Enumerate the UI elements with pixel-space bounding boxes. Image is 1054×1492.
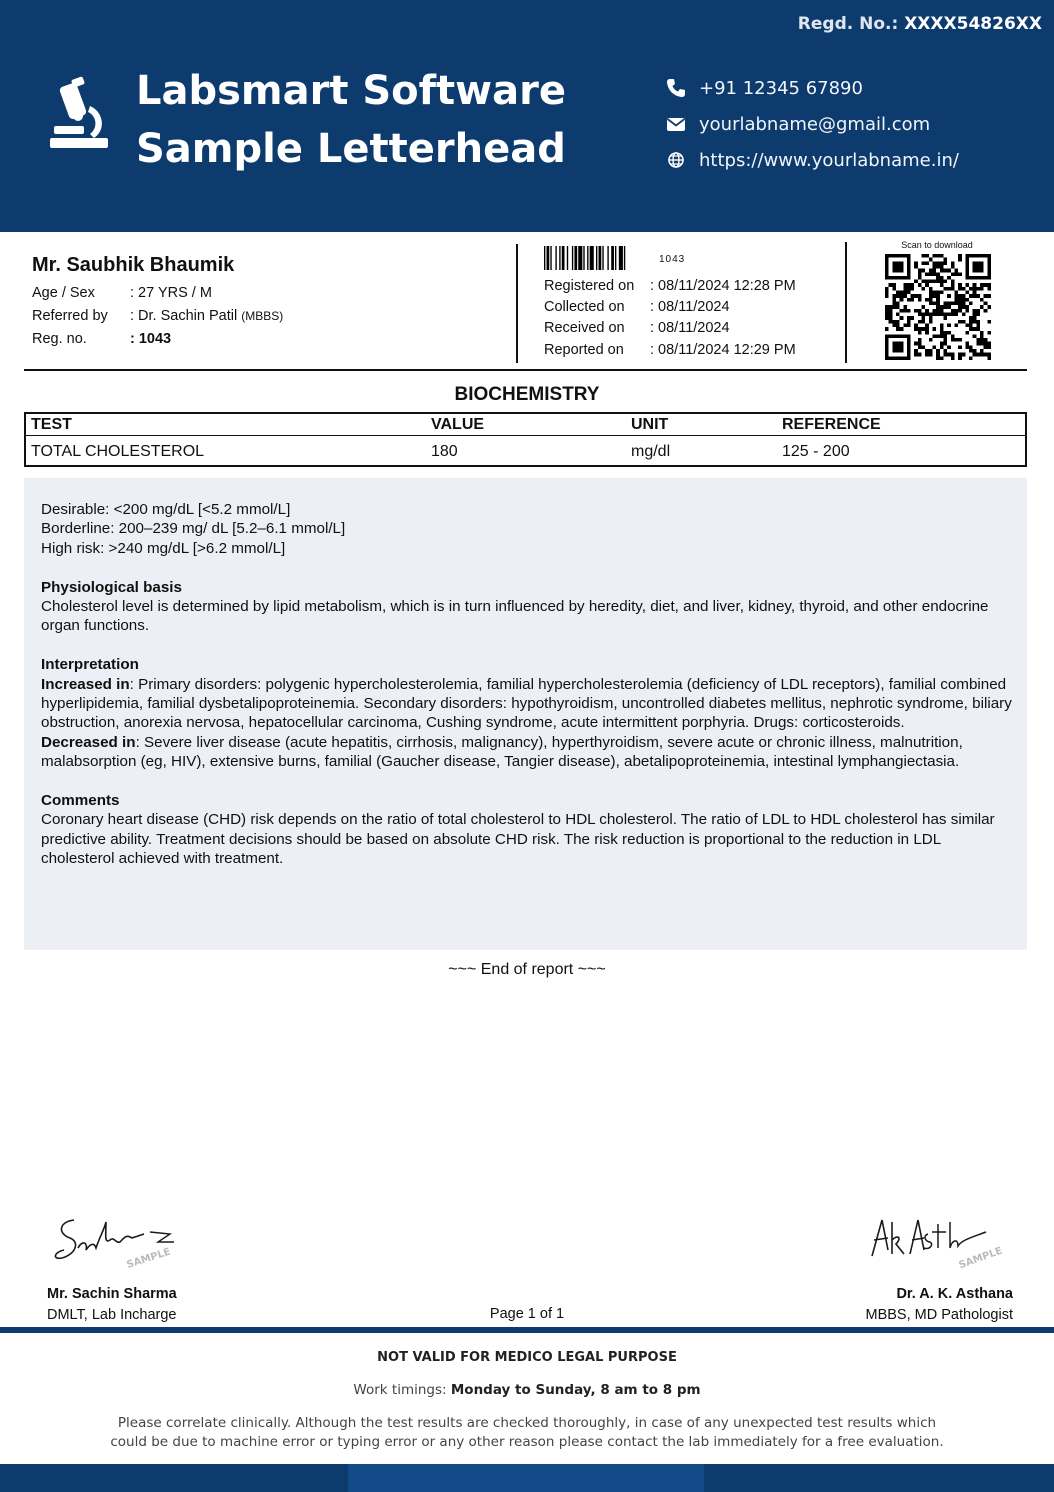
divider-vertical-2 <box>845 242 847 363</box>
col-test: TEST <box>31 416 72 433</box>
test-value: 180 <box>431 443 458 460</box>
interp-title: Interpretation <box>41 656 139 674</box>
microscope-icon <box>50 76 108 150</box>
divider-vertical <box>516 244 518 363</box>
svg-text:SAMPLE: SAMPLE <box>957 1245 1004 1272</box>
comments-text: Coronary heart disease (CHD) risk depends on the ratio of total cholesterol to HDL cholesterol. The ratio of LDL to HDL cholesterol has similar predictive ability. Treatment decisions should be based on absolute CHD risk. The risk reduction is proportional to the reduction in LDL cholesterol achieved with treatment. <box>41 811 995 868</box>
increased-in: Increased in: Primary disorders: polygenic hypercholesterolemia, familial hypercholesterolemia (deficiency of LDL receptors), familial combined hyperlipidemia, familial dysbetalipoproteinemia. Secondary disorders: hypothyroidism, uncontrolled diabetes mellitus, nephrotic syndrome, biliary obstruction, anorexia nervosa, hepatocellular carcinoma, Cushing syndrome, acute intermittent porphyria. Drugs: corticosteroids. <box>41 675 1012 732</box>
reported-row: Reported on : 08/11/2024 12:29 PM <box>544 341 796 358</box>
patient-info <box>32 254 502 350</box>
mail-icon <box>666 114 686 134</box>
contact-phone: +91 12345 67890 <box>666 70 1046 106</box>
comments-title: Comments <box>41 792 120 810</box>
col-value: VALUE <box>431 416 485 433</box>
range-borderline: Borderline: 200–239 mg/ dL [5.2–6.1 mmol/L] <box>41 520 346 538</box>
collected-row: Collected on : 08/11/2024 <box>544 298 730 315</box>
contact-email: yourlabname@gmail.com <box>666 106 1046 142</box>
physio-title: Physiological basis <box>41 578 182 596</box>
patient-name: Mr. Saubhik Bhaumik <box>32 254 235 276</box>
qr-caption: Scan to download <box>901 240 973 250</box>
decreased-in: Decreased in: Severe liver disease (acute hepatitis, cirrhosis, malignancy), hyperthyroidism, severe acute or chronic illness, malnutrition, malabsorption (eg, HIV), extensive burns, familial (Gaucher disease, Tangier disease), abetalipoproteinemia, intestinal lymphangiectasia. <box>41 733 963 771</box>
letterhead-header <box>0 0 1054 232</box>
test-reference: 125 - 200 <box>782 443 850 460</box>
age-sex-row: Age / Sex : 27 YRS / M <box>32 284 212 301</box>
footer-bar <box>0 1464 1054 1492</box>
reg-no-row: Reg. no. : 1043 <box>32 330 172 347</box>
referred-by-row: Referred by : Dr. Sachin Patil (MBBS) <box>32 307 284 324</box>
not-valid-notice: NOT VALID FOR MEDICO LEGAL PURPOSE <box>377 1350 677 1365</box>
end-of-report: ~~~ End of report ~~~ <box>448 961 606 978</box>
department-title: BIOCHEMISTRY <box>454 384 600 405</box>
signature-right <box>860 1210 1020 1276</box>
interpretation-notes <box>24 478 1027 950</box>
contact-info <box>666 70 1046 178</box>
results-table <box>24 412 1027 467</box>
signatory-left: Mr. Sachin Sharma DMLT, Lab Incharge <box>47 1286 177 1323</box>
phone-icon <box>666 78 686 98</box>
test-name: TOTAL CHOLESTEROL <box>31 443 205 460</box>
signature-left <box>40 1208 200 1274</box>
globe-icon <box>666 150 686 170</box>
svg-text:SAMPLE: SAMPLE <box>125 1246 173 1271</box>
sample-dates <box>544 275 834 360</box>
registration-number: Regd. No.: XXXX54826XX <box>797 14 1042 34</box>
work-timings: Work timings: Monday to Sunday, 8 am to 8 pm <box>353 1382 701 1398</box>
page-number: Page 1 of 1 <box>489 1306 565 1322</box>
col-reference: REFERENCE <box>782 416 881 433</box>
divider-horizontal <box>24 369 1027 371</box>
physio-text: Cholesterol level is determined by lipid metabolism, which is in turn influenced by heredity, diet, and liver, kidney, thyroid, and other endocrine organ functions. <box>41 598 989 635</box>
footer-divider <box>0 1327 1054 1333</box>
barcode-number: 1043 <box>659 254 686 265</box>
range-desirable: Desirable: <200 mg/dL [<5.2 mmol/L] <box>41 501 291 518</box>
registered-row: Registered on : 08/11/2024 12:28 PM <box>544 277 796 294</box>
signatory-right: Dr. A. K. Asthana MBBS, MD Pathologist <box>865 1286 1013 1323</box>
test-unit: mg/dl <box>631 443 671 460</box>
lab-name: Labsmart Software Sample Letterhead <box>136 68 566 172</box>
disclaimer: Please correlate clinically. Although the test results are checked thoroughly, in case of any unexpected test results which could be due to machine error or typing error or any other reason please contact the lab immediately for a free evaluation. <box>110 1415 944 1450</box>
contact-website: https://www.yourlabname.in/ <box>666 142 1046 178</box>
col-unit: UNIT <box>631 416 669 433</box>
received-row: Received on : 08/11/2024 <box>544 320 730 337</box>
table-header <box>26 414 1025 436</box>
range-high-risk: High risk: >240 mg/dL [>6.2 mmol/L] <box>41 539 286 557</box>
qr-code[interactable] <box>885 254 991 360</box>
